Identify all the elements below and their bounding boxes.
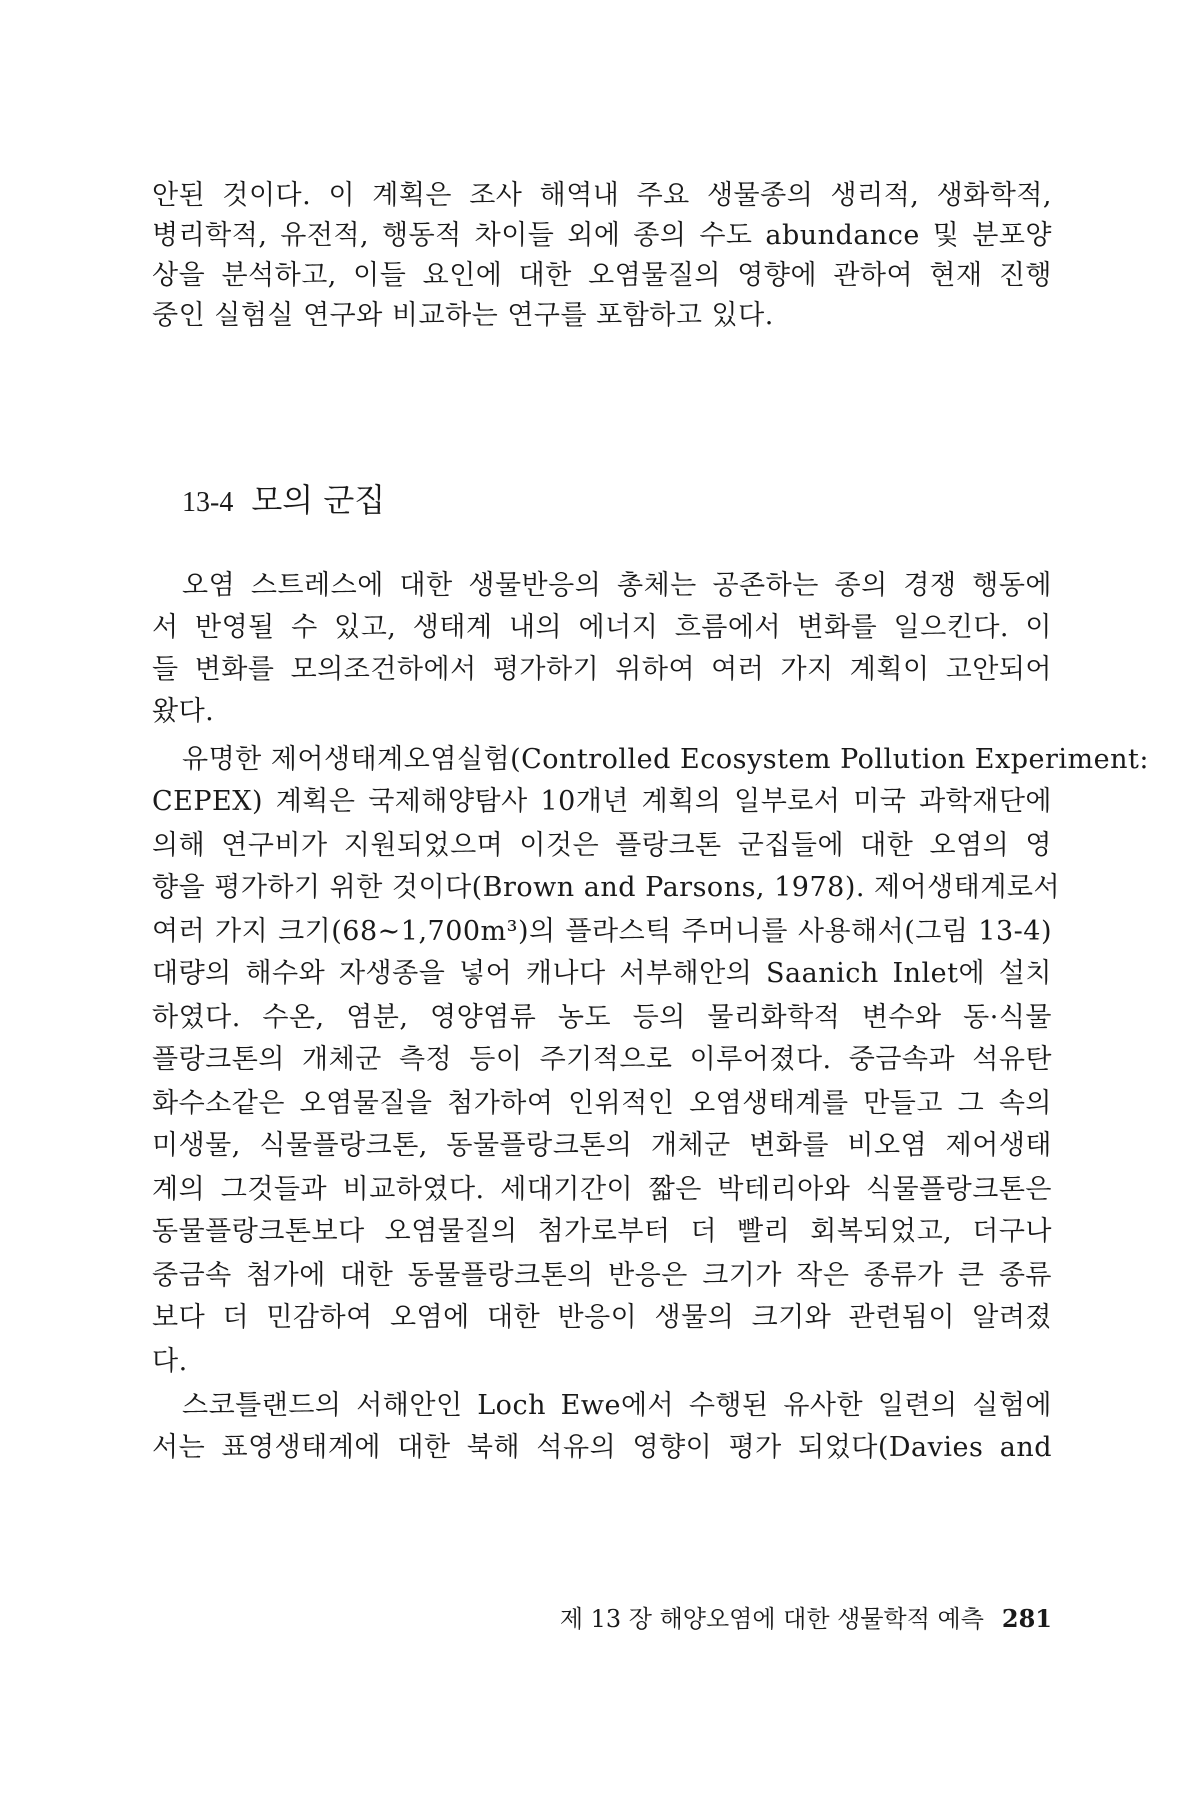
text-line: 향을 평가하기 위한 것이다(Brown and Parsons, 1978). 제어생태계로서: [152, 872, 1061, 903]
text-line: 화수소같은 오염물질을 첨가하여 인위적인 오염생태계를 만들고 그 속의: [152, 1088, 1052, 1119]
section-heading: [182, 478, 385, 525]
text-line: 안된 것이다. 이 계획은 조사 해역내 주요 생물종의 생리적, 생화학적,: [152, 180, 1052, 211]
page-number: 281: [1001, 1604, 1052, 1633]
text-line: 병리학적, 유전적, 행동적 차이들 외에 종의 수도 abundance 및 분포양: [152, 220, 1052, 251]
text-line: 상을 분석하고, 이들 요인에 대한 오염물질의 영향에 관하여 현재 진행: [152, 260, 1052, 291]
text-line: 계의 그것들과 비교하였다. 세대기간이 짧은 박테리아와 식물플랑크톤은: [152, 1174, 1052, 1205]
text-line: 여러 가지 크기(68∼1,700m³)의 플라스틱 주머니를 사용해서(그림 13-4): [152, 916, 1052, 947]
text-line: 중인 실험실 연구와 비교하는 연구를 포함하고 있다.: [152, 300, 774, 331]
text-line: 플랑크톤의 개체군 측정 등이 주기적으로 이루어졌다. 중금속과 석유탄: [152, 1044, 1052, 1075]
text-line: 오염 스트레스에 대한 생물반응의 총체는 공존하는 종의 경쟁 행동에: [182, 570, 1052, 601]
text-line: 동물플랑크톤보다 오염물질의 첨가로부터 더 빨리 회복되었고, 더구나: [152, 1216, 1052, 1247]
section-title: 모의 군집: [251, 481, 386, 519]
text-line: CEPEX) 계획은 국제해양탐사 10개년 계획의 일부로서 미국 과학재단에: [152, 786, 1052, 817]
chapter-title: 제 13 장 해양오염에 대한 생물학적 예측: [559, 1605, 984, 1633]
text-line: 서는 표영생태계에 대한 북해 석유의 영향이 평가 되었다(Davies and: [152, 1432, 1052, 1463]
page-footer: [500, 1602, 1052, 1636]
text-line: 대량의 해수와 자생종을 넣어 캐나다 서부해안의 Saanich Inlet에 설치: [152, 958, 1052, 989]
section-number: 13-4: [182, 487, 234, 518]
text-line: 들 변화를 모의조건하에서 평가하기 위하여 여러 가지 계획이 고안되어: [152, 654, 1052, 685]
text-line: 미생물, 식물플랑크톤, 동물플랑크톤의 개체군 변화를 비오염 제어생태: [152, 1130, 1052, 1161]
text-line: 중금속 첨가에 대한 동물플랑크톤의 반응은 크기가 작은 종류가 큰 종류: [152, 1260, 1052, 1291]
text-line: 스코틀랜드의 서해안인 Loch Ewe에서 수행된 유사한 일련의 실험에: [182, 1390, 1052, 1421]
text-line: 왔다.: [152, 696, 215, 727]
text-line: 서 반영될 수 있고, 생태계 내의 에너지 흐름에서 변화를 일으킨다. 이: [152, 612, 1052, 643]
text-line: 유명한 제어생태계오염실험(Controlled Ecosystem Pollution Experiment:: [182, 744, 1149, 775]
text-line: 다.: [152, 1346, 188, 1377]
text-line: 하였다. 수온, 염분, 영양염류 농도 등의 물리화학적 변수와 동·식물: [152, 1002, 1052, 1033]
text-line: 의해 연구비가 지원되었으며 이것은 플랑크톤 군집들에 대한 오염의 영: [152, 830, 1052, 861]
text-line: 보다 더 민감하여 오염에 대한 반응이 생물의 크기와 관련됨이 알려졌: [152, 1302, 1052, 1333]
